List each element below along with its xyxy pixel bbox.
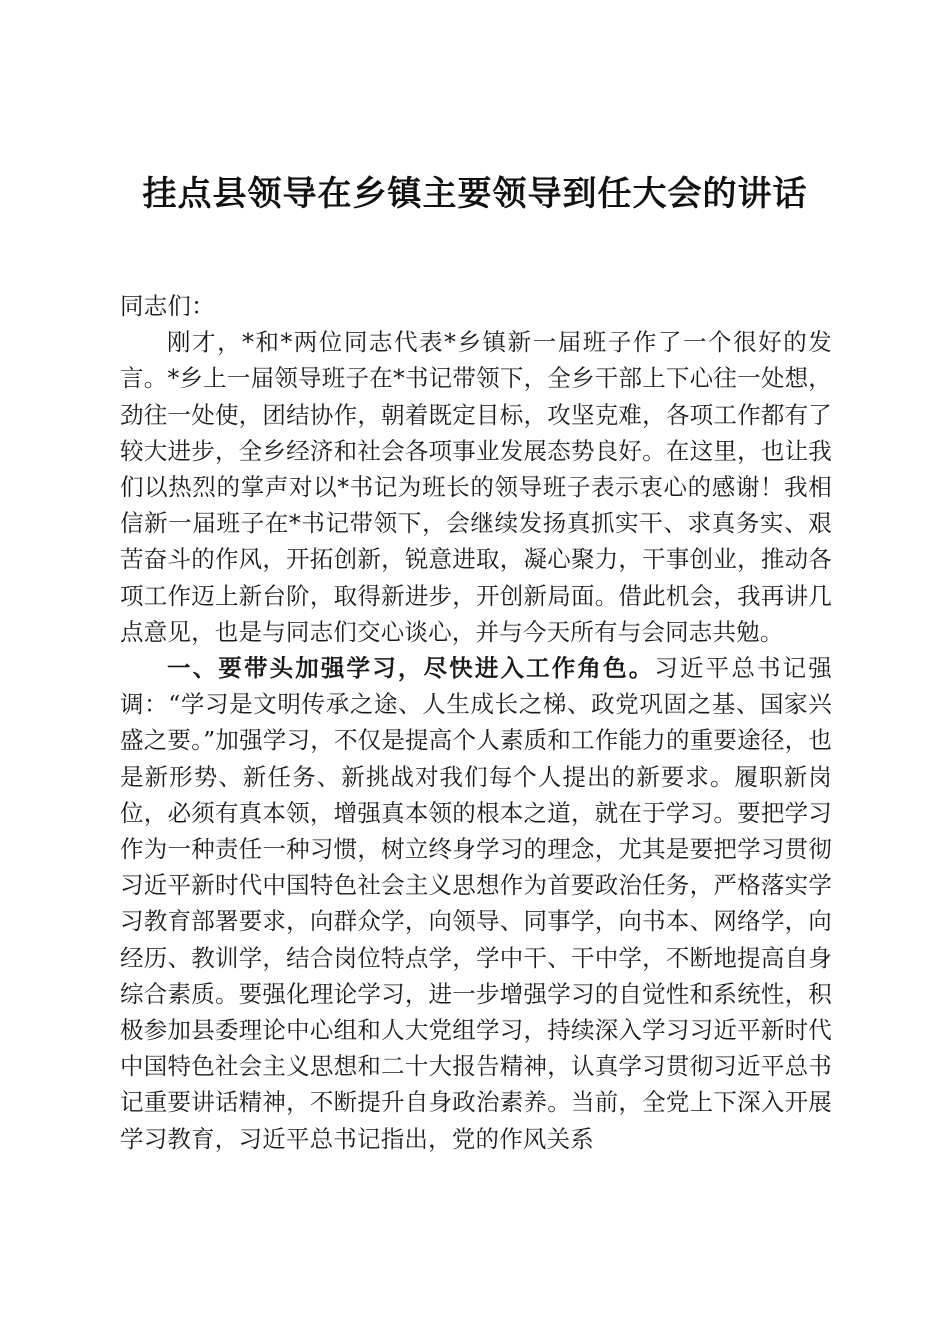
section-1-heading: 一、要带头加强学习，尽快进入工作角色。 — [167, 654, 655, 683]
paragraph-section-1 — [120, 650, 832, 1157]
section-1-text: 习近平总书记强调：“学习是文明传承之途、人生成长之梯、政党巩固之基、国家兴盛之要。”加强学习，不仅是提高个人素质和工作能力的重要途径，也是新形势、新任务、新挑战对我们每个人提出的新要求。履职新岗位，必须有真本领，增强真本领的根本之道，就在于学习。要把学习作为一种责任一种习惯，树立终身学习的理念，尤其是要把学习贯彻习近平新时代中国特色社会主义思想作为首要政治任务，严格落实学习教育部署要求，向群众学，向领导、同事学，向书本、网络学，向经历、教训学，结合岗位特点学，学中干、干中学，不断地提高自身综合素质。要强化理论学习，进一步增强学习的自觉性和系统性，积极参加县委理论中心组和人大党组学习，持续深入学习习近平新时代中国特色社会主义思想和二十大报告精神，认真学习贯彻习近平总书记重要讲话精神，不断提升自身政治素养。当前，全党上下深入开展学习教育，习近平总书记指出，党的作风关系 — [120, 654, 832, 1153]
salutation: 同志们： — [120, 292, 215, 320]
document-title: 挂点县领导在乡镇主要领导到任大会的讲话 — [142, 174, 808, 214]
document-body — [120, 288, 832, 1157]
paragraph-opening: 刚才，*和*两位同志代表*乡镇新一届班子作了一个很好的发言。*乡上一届领导班子在*书记带领下，全乡干部上下心往一处想，劲往一处使，团结协作，朝着既定目标，攻坚克难，各项工作都有了较大进步，全乡经济和社会各项事业发展态势良好。在这里，也让我们以热烈的掌声对以*书记为班长的领导班子表示衷心的感谢！我相信新一届班子在*书记带领下，会继续发扬真抓实干、求真务实、艰苦奋斗的作风，开拓创新，锐意进取，凝心聚力，干事创业，推动各项工作迈上新台阶，取得新进步，开创新局面。借此机会，我再讲几点意见，也是与同志们交心谈心，并与今天所有与会同志共勉。 — [120, 328, 832, 646]
